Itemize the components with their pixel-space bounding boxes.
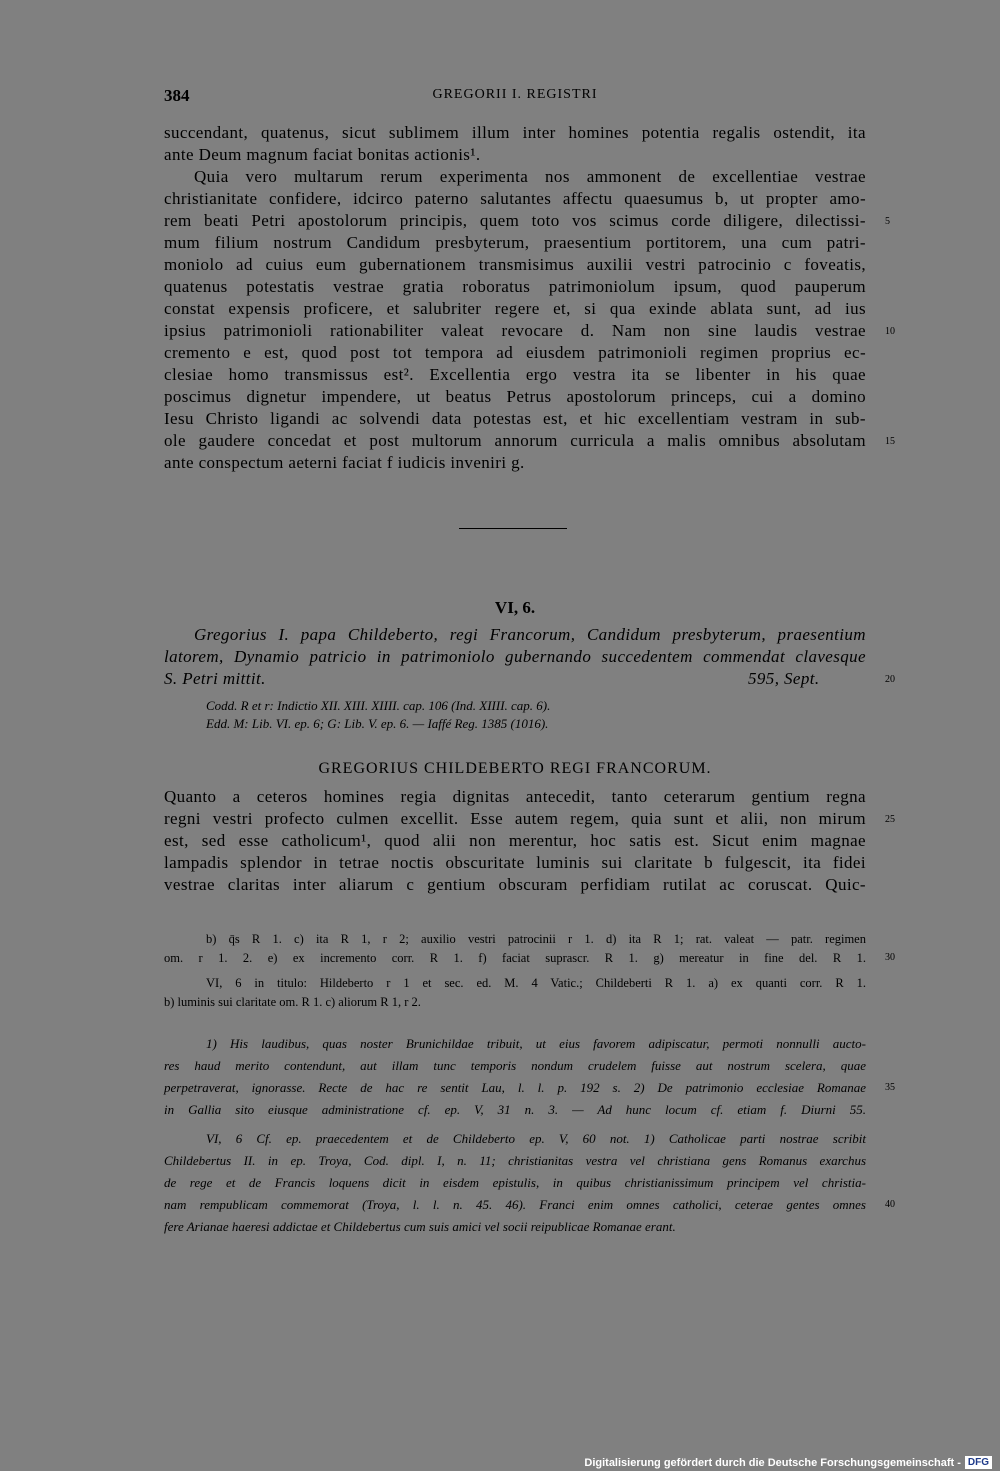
text-line: mum filium nostrum Candidum presbyterum, praesentium portitorem, una cum patri- (164, 233, 866, 252)
text-line: quatenus potestatis vestrae gratia roboratus patrimoniolum ipsum, quod pauperum (164, 277, 866, 296)
note-line: VI, 6 Cf. ep. praecedentem et de Childeberto ep. V, 60 not. 1) Catholicae parti nostrae scribit (206, 1131, 866, 1146)
note-line: Childebertus II. in ep. Troya, Cod. dipl. I, n. 11; christianitas vestra vel christiana gens Romanus exarchus (164, 1153, 866, 1168)
letter-number: VI, 6. (494, 598, 536, 617)
text-line: ante conspectum aeterni faciat f iudicis inveniri g. (164, 453, 525, 472)
line-number: 10 (885, 326, 895, 337)
letter-date: 595, Sept. (748, 669, 820, 688)
text-line: poscimus dignetur impendere, ut beatus Petrus apostolorum princeps, cui a domino (164, 387, 866, 406)
text-line: Quanto a ceteros homines regia dignitas antecedit, tanto ceterarum gentium regna (164, 787, 866, 806)
dfg-logo-icon: DFG (965, 1456, 992, 1469)
note-line: fere Arianae haeresi addictae et Childebertus cum suis amici vel socii reipublicae Romanae erant. (164, 1219, 676, 1234)
line-number: 15 (885, 436, 895, 447)
line-number: 20 (885, 674, 895, 685)
regest-line: latorem, Dynamio patricio in patrimoniolo gubernando succedentem commendat clavesque (164, 647, 866, 666)
apparatus-line: om. r 1. 2. e) ex incremento corr. R 1. f) faciat suprascr. R 1. g) mereatur in fine del. R 1. (164, 951, 866, 965)
note-line: de rege et de Francis loquens dicit in eisdem epistulis, in quibus christianissimum principem vel christia- (164, 1175, 866, 1190)
text-line: lampadis splendor in tetrae noctis obscuritate luminis sui claritate b fulgescit, ita fidei (164, 853, 866, 872)
codices-line: Codd. R et r: Indictio XII. XIII. XIIII. cap. 106 (Ind. XIIII. cap. 6). (206, 698, 551, 713)
editions-line: Edd. M: Lib. VI. ep. 6; G: Lib. V. ep. 6. — Iaffé Reg. 1385 (1016). (206, 716, 549, 731)
running-head (164, 86, 866, 108)
text-line: succendant, quatenus, sicut sublimem illum inter homines potentia regalis ostendit, ita (164, 123, 866, 142)
text-line: rem beati Petri apostolorum principis, quem toto vos scimus corde diligere, dilectissi- (164, 211, 866, 230)
text-line: ole gaudere concedat et post multorum annorum curricula a malis omnibus absolutam (164, 431, 866, 450)
note-line: 1) His laudibus, quas noster Brunichildae tribuit, ut eius favorem adipiscatur, permoti nonnulli aucto- (206, 1036, 866, 1051)
note-line: nam rempublicam commemorat (Troya, l. l. n. 45. 46). Franci enim omnes catholici, ceterae gentes omnes (164, 1197, 866, 1212)
footer-text: Digitalisierung gefördert durch die Deutsche Forschungsgemeinschaft - (584, 1456, 961, 1469)
section-separator (459, 528, 567, 529)
text-line: ante Deum magnum faciat bonitas actionis¹. (164, 145, 481, 164)
regest-line: S. Petri mittit. (164, 669, 266, 688)
line-number: 25 (885, 814, 895, 825)
text-line: moniolo ad cuius eum gubernationem transmisimus auxilii vestri patrocinio c foveatis, (164, 255, 866, 274)
line-number: 40 (885, 1199, 895, 1210)
note-line: in Gallia sito eiusque administratione cf. ep. V, 31 n. 3. — Ad hunc locum cf. etiam f. Diurni 55. (164, 1102, 866, 1117)
text-line: ipsius patrimonioli rationabiliter valeat revocare d. Nam non sine laudis vestrae (164, 321, 866, 340)
digitization-footer (584, 1456, 992, 1469)
apparatus-line: b) luminis sui claritate om. R 1. c) aliorum R 1, r 2. (164, 995, 421, 1009)
letter-address: GREGORIUS CHILDEBERTO REGI FRANCORUM. (318, 760, 712, 777)
note-line: res haud merito contendunt, aut illam tunc temporis nondum crudelem fuisse aut nostrum scelera, quae (164, 1058, 866, 1073)
apparatus-line: b) q̄s R 1. c) ita R 1, r 2; auxilio vestri patrocinii r 1. d) ita R 1; rat. valeat — patr. regimen (206, 932, 866, 946)
apparatus-line: VI, 6 in titulo: Hildeberto r 1 et sec. ed. M. 4 Vatic.; Childeberti R 1. a) ex quanti corr. R 1. (206, 976, 866, 990)
text-line: clesiae homo transmissus est². Excellentia ergo vestra ita se libenter in his quae (164, 365, 866, 384)
note-line: perpetraverat, ignorasse. Recte de hac re sentit Lau, l. l. p. 192 s. 2) De patrimonio ecclesiae Romanae (164, 1080, 866, 1095)
running-title: GREGORII I. REGISTRI (432, 87, 598, 102)
text-line: christianitate confidere, idcirco paterno salutantes affectu quaesumus b, ut propter amo- (164, 189, 866, 208)
page-number: 384 (164, 86, 190, 105)
text-line: Quia vero multarum rerum experimenta nos ammonent de excellentiae vestrae (194, 167, 866, 186)
text-line: Iesu Christo ligandi ac solvendi data potestas est, et hic excellentiam vestram in sub- (164, 409, 866, 428)
line-number: 5 (885, 216, 890, 227)
text-line: cremento e est, quod post tot tempora ad eiusdem patrimonioli regimen proprius ec- (164, 343, 866, 362)
text-line: est, sed esse catholicum¹, quod alii non merentur, hoc satis est. Sicut enim magnae (164, 831, 866, 850)
text-line: constat expensis proficere, et salubriter regere et, si qua exinde ablata sunt, ad ius (164, 299, 866, 318)
line-number: 35 (885, 1082, 895, 1093)
text-line: vestrae claritas inter aliarum c gentium obscuram perfidiam rutilat ac coruscat. Quic- (164, 875, 866, 894)
line-number: 30 (885, 952, 895, 963)
regest-line: Gregorius I. papa Childeberto, regi Francorum, Candidum presbyterum, praesentium (194, 625, 866, 644)
text-line: regni vestri profecto culmen excellit. Esse autem regem, quia sunt et alii, non mirum (164, 809, 866, 828)
